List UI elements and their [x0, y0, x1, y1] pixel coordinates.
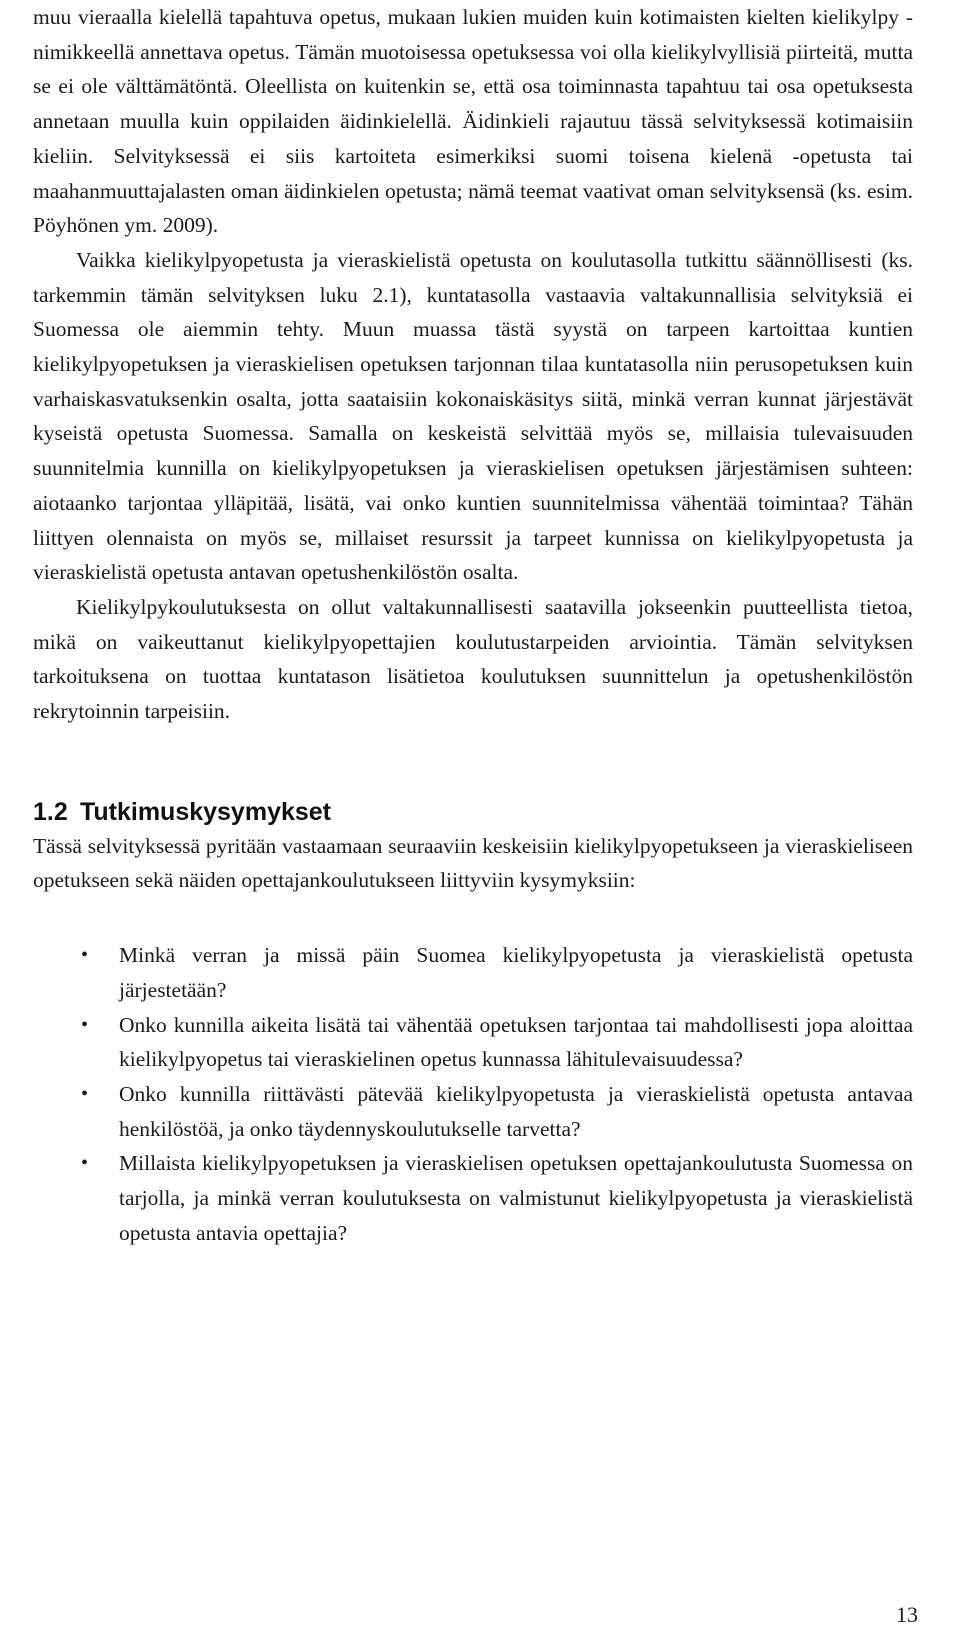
bullet-icon: • [81, 944, 89, 967]
question-text: Onko kunnilla aikeita lisätä tai vähentää opetuksen tarjontaa tai mahdollisesti jopa aloittaa kielikylpyopetus tai vieraskielinen opetus kunnassa lähitulevaisuudessa? [119, 1012, 913, 1072]
list-item [33, 1008, 913, 1077]
list-item [33, 1077, 913, 1146]
list-item [33, 1146, 913, 1250]
question-text: Millaista kielikylpyopetuksen ja vieraskielisen opetuksen opettajankoulutusta Suomessa on tarjolla, ja minkä verran koulutuksesta on valmistunut kielikylpyopetusta ja vieraskielistä opetusta antavia opettajia? [119, 1151, 913, 1245]
bullet-icon: • [81, 1152, 89, 1175]
question-text: Minkä verran ja missä päin Suomea kielikylpyopetusta ja vieraskielistä opetusta järjestetään? [119, 943, 913, 1002]
page-number: 13 [896, 1602, 918, 1627]
document-page [33, 0, 913, 1251]
section-heading [33, 795, 913, 829]
section-intro: Tässä selvityksessä pyritään vastaamaan seuraaviin keskeisiin kielikylpyopetukseen ja vieraskieliseen opetukseen sekä näiden opettajankoulutukseen liittyviin kysymyksiin: [33, 833, 913, 893]
section-title: Tutkimuskysymykset [79, 797, 332, 826]
research-questions-list [33, 938, 913, 1250]
section-number: 1.2 [33, 797, 68, 826]
body-paragraph-1: muu vieraalla kielellä tapahtuva opetus, mukaan lukien muiden kuin kotimaisten kielten kielikylpy -nimikkeellä annettava opetus. Tämän muotoisessa opetuksessa voi olla kielikylvyllisiä piirteitä, mutta se ei ole välttämätöntä. Oleellista on kuitenkin se, että osa toiminnasta tapahtuu tai osa opetuksesta annetaan muulla kuin oppilaiden äidinkielellä. Äidinkieli rajautuu tässä selvityksessä kotimaisiin kieliin. Selvityksessä ei siis kartoiteta esimerkiksi suomi toisena kielenä -opetusta tai maahanmuuttajalasten oman äidinkielen opetusta; nämä teemat vaativat oman selvityksensä (ks. esim. Pöyhönen ym. 2009). [33, 5, 913, 238]
body-paragraph-3: Kielikylpykoulutuksesta on ollut valtakunnallisesti saatavilla jokseenkin puutteellista tietoa, mikä on vaikeuttanut kielikylpyopettajien koulutustarpeiden arviointia. Tämän selvityksen tarkoituksena on tuottaa kuntatason lisätietoa koulutuksen suunnittelun ja opetushenkilöstön rekrytoinnin tarpeisiin. [33, 594, 913, 724]
bullet-icon: • [81, 1013, 89, 1036]
bullet-icon: • [81, 1082, 89, 1105]
list-item [33, 938, 913, 1007]
question-text: Onko kunnilla riittävästi pätevää kielikylpyopetusta ja vieraskielistä opetusta antavaa henkilöstöä, ja onko täydennyskoulutukselle tarvetta? [119, 1081, 913, 1141]
body-paragraph-2: Vaikka kielikylpyopetusta ja vieraskielistä opetusta on koulutasolla tutkittu säännöllisesti (ks. tarkemmin tämän selvityksen luku 2.1), kuntatasolla vastaavia valtakunnallisia selvityksiä ei Suomessa ole aiemmin tehty. Muun muassa tästä syystä on tarpeen kartoittaa kuntien kielikylpyopetuksen ja vieraskielisen opetuksen tarjonnan tilaa kuntatasolla niin perusopetuksen kuin varhaiskasvatuksenkin osalta, jotta saataisiin kokonaiskäsitys siitä, minkä verran kunnat järjestävät kyseistä opetusta Suomessa. Samalla on keskeistä selvittää myös se, millaisia tulevaisuuden suunnitelmia kunnilla on kielikylpyopetuksen ja vieraskielisen opetuksen järjestämisen suhteen: aiotaanko tarjontaa ylläpitää, lisätä, vai onko kuntien suunnitelmissa vähentää toimintaa? Tähän liittyen olennaista on myös se, millaiset resurssit ja tarpeet kunnissa on kielikylpyopetusta ja vieraskielistä opetusta antavan opetushenkilöstön osalta. [33, 247, 913, 585]
